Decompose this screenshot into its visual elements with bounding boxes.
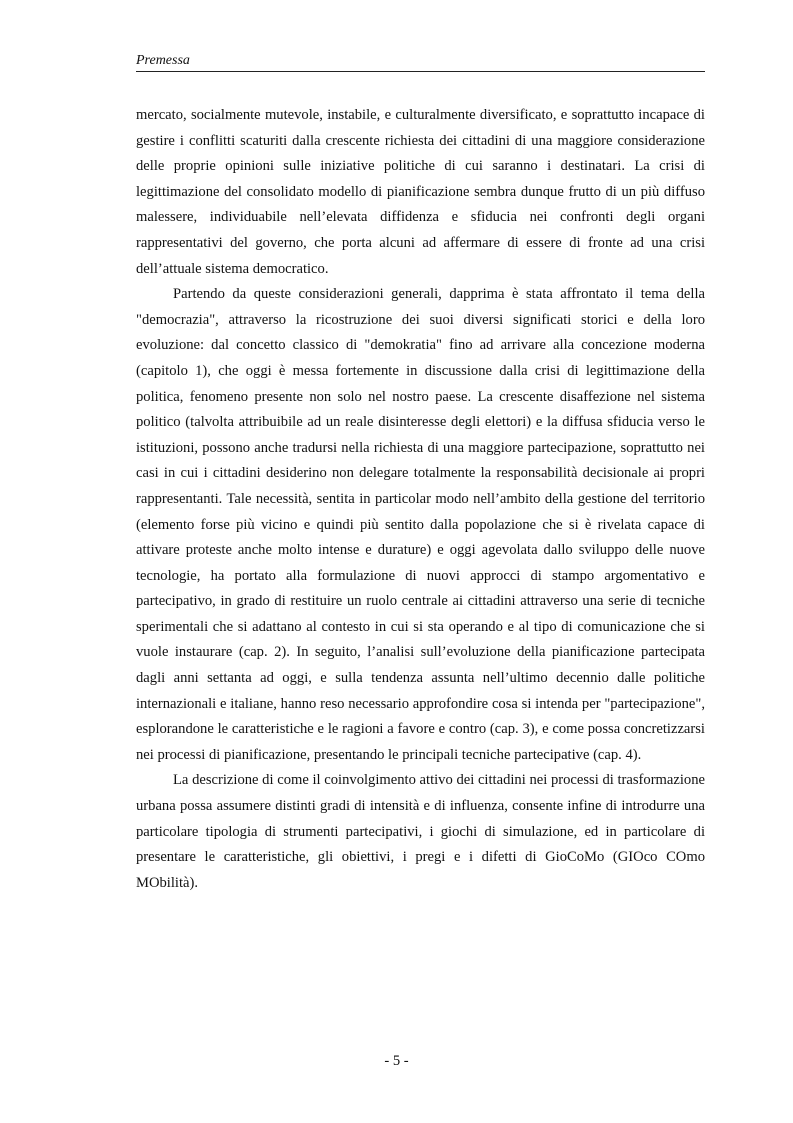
paragraph-giocomo-intro: La descrizione di come il coinvolgimento attivo dei cittadini nei processi di trasformazione urbana possa assumere distinti gradi di intensità e di influenza, consente infine di introdurre una particolare tipologia di strumenti partecipativi, i giochi di simulazione, ed in particolare di presentare le caratteristiche, gli obiettivi, i pregi e i difetti di GioCoMo (GIOco COmo MObilità). xyxy=(136,772,705,891)
header-divider xyxy=(136,71,705,72)
running-header-title: Premessa xyxy=(136,53,190,68)
page-body xyxy=(136,103,705,896)
paragraph-democracy-overview: Partendo da queste considerazioni generali, dapprima è stata affrontato il tema della "democrazia", attraverso la ricostruzione dei suoi diversi significati storici e della loro evoluzione: dal concetto classico di "demokratia" fino ad arrivare alla concezione moderna (capitolo 1), che oggi è messa fortemente in discussione dalla crisi di legittimazione della politica, fenomeno presente non solo nel nostro paese. La crescente disaffezione nel sistema politico (talvolta attribuibile ad un reale disinteresse degli elettori) e la diffusa sfiducia verso le istituzioni, possono anche tradursi nella richiesta di una maggiore partecipazione, soprattutto nei casi in cui i cittadini desiderino non delegare totalmente la responsabilità decisionale ai propri rappresentanti. Tale necessità, sentita in particolar modo nell’ambito della gestione del territorio (elemento forse più vicino e quindi più sentito dalla popolazione che si è rivelata capace di attivare proteste anche molto intense e durature) e oggi agevolata dallo sviluppo delle nuove tecnologie, ha portato alla formulazione di nuovi approcci di stampo argomentativo e partecipativo, in grado di restituire un ruolo centrale ai cittadini attraverso una serie di tecniche sperimentali che si adattano al contesto in cui si sta operando e al tipo di comunicazione che si vuole instaurare (cap. 2). In seguito, l’analisi sull’evoluzione della pianificazione partecipata dagli anni settanta ad oggi, e sulla tendenza assunta nell’ultimo decennio dalle politiche internazionali e italiane, hanno reso necessario approfondire cosa si intenda per "partecipazione", esplorandone le caratteristiche e le ragioni a favore e contro (cap. 3), e come possa concretizzarsi nei processi di pianificazione, presentando le principali tecniche partecipative (cap. 4). xyxy=(136,286,705,763)
page-number: - 5 - xyxy=(384,1053,409,1069)
paragraph-continuation: mercato, socialmente mutevole, instabile, e culturalmente diversificato, e soprattutto incapace di gestire i conflitti scaturiti dalla crescente richiesta dei cittadini di una maggiore considerazione delle proprie opinioni sulle iniziative politiche di cui saranno i destinatari. La crisi di legittimazione del consolidato modello di pianificazione sembra dunque frutto di un più diffuso malessere, individuabile nell’elevata diffidenza e sfiducia nei confronti degli organi rappresentativi del governo, che porta alcuni ad affermare di essere di fronte ad una crisi dell’attuale sistema democratico. xyxy=(136,107,705,277)
